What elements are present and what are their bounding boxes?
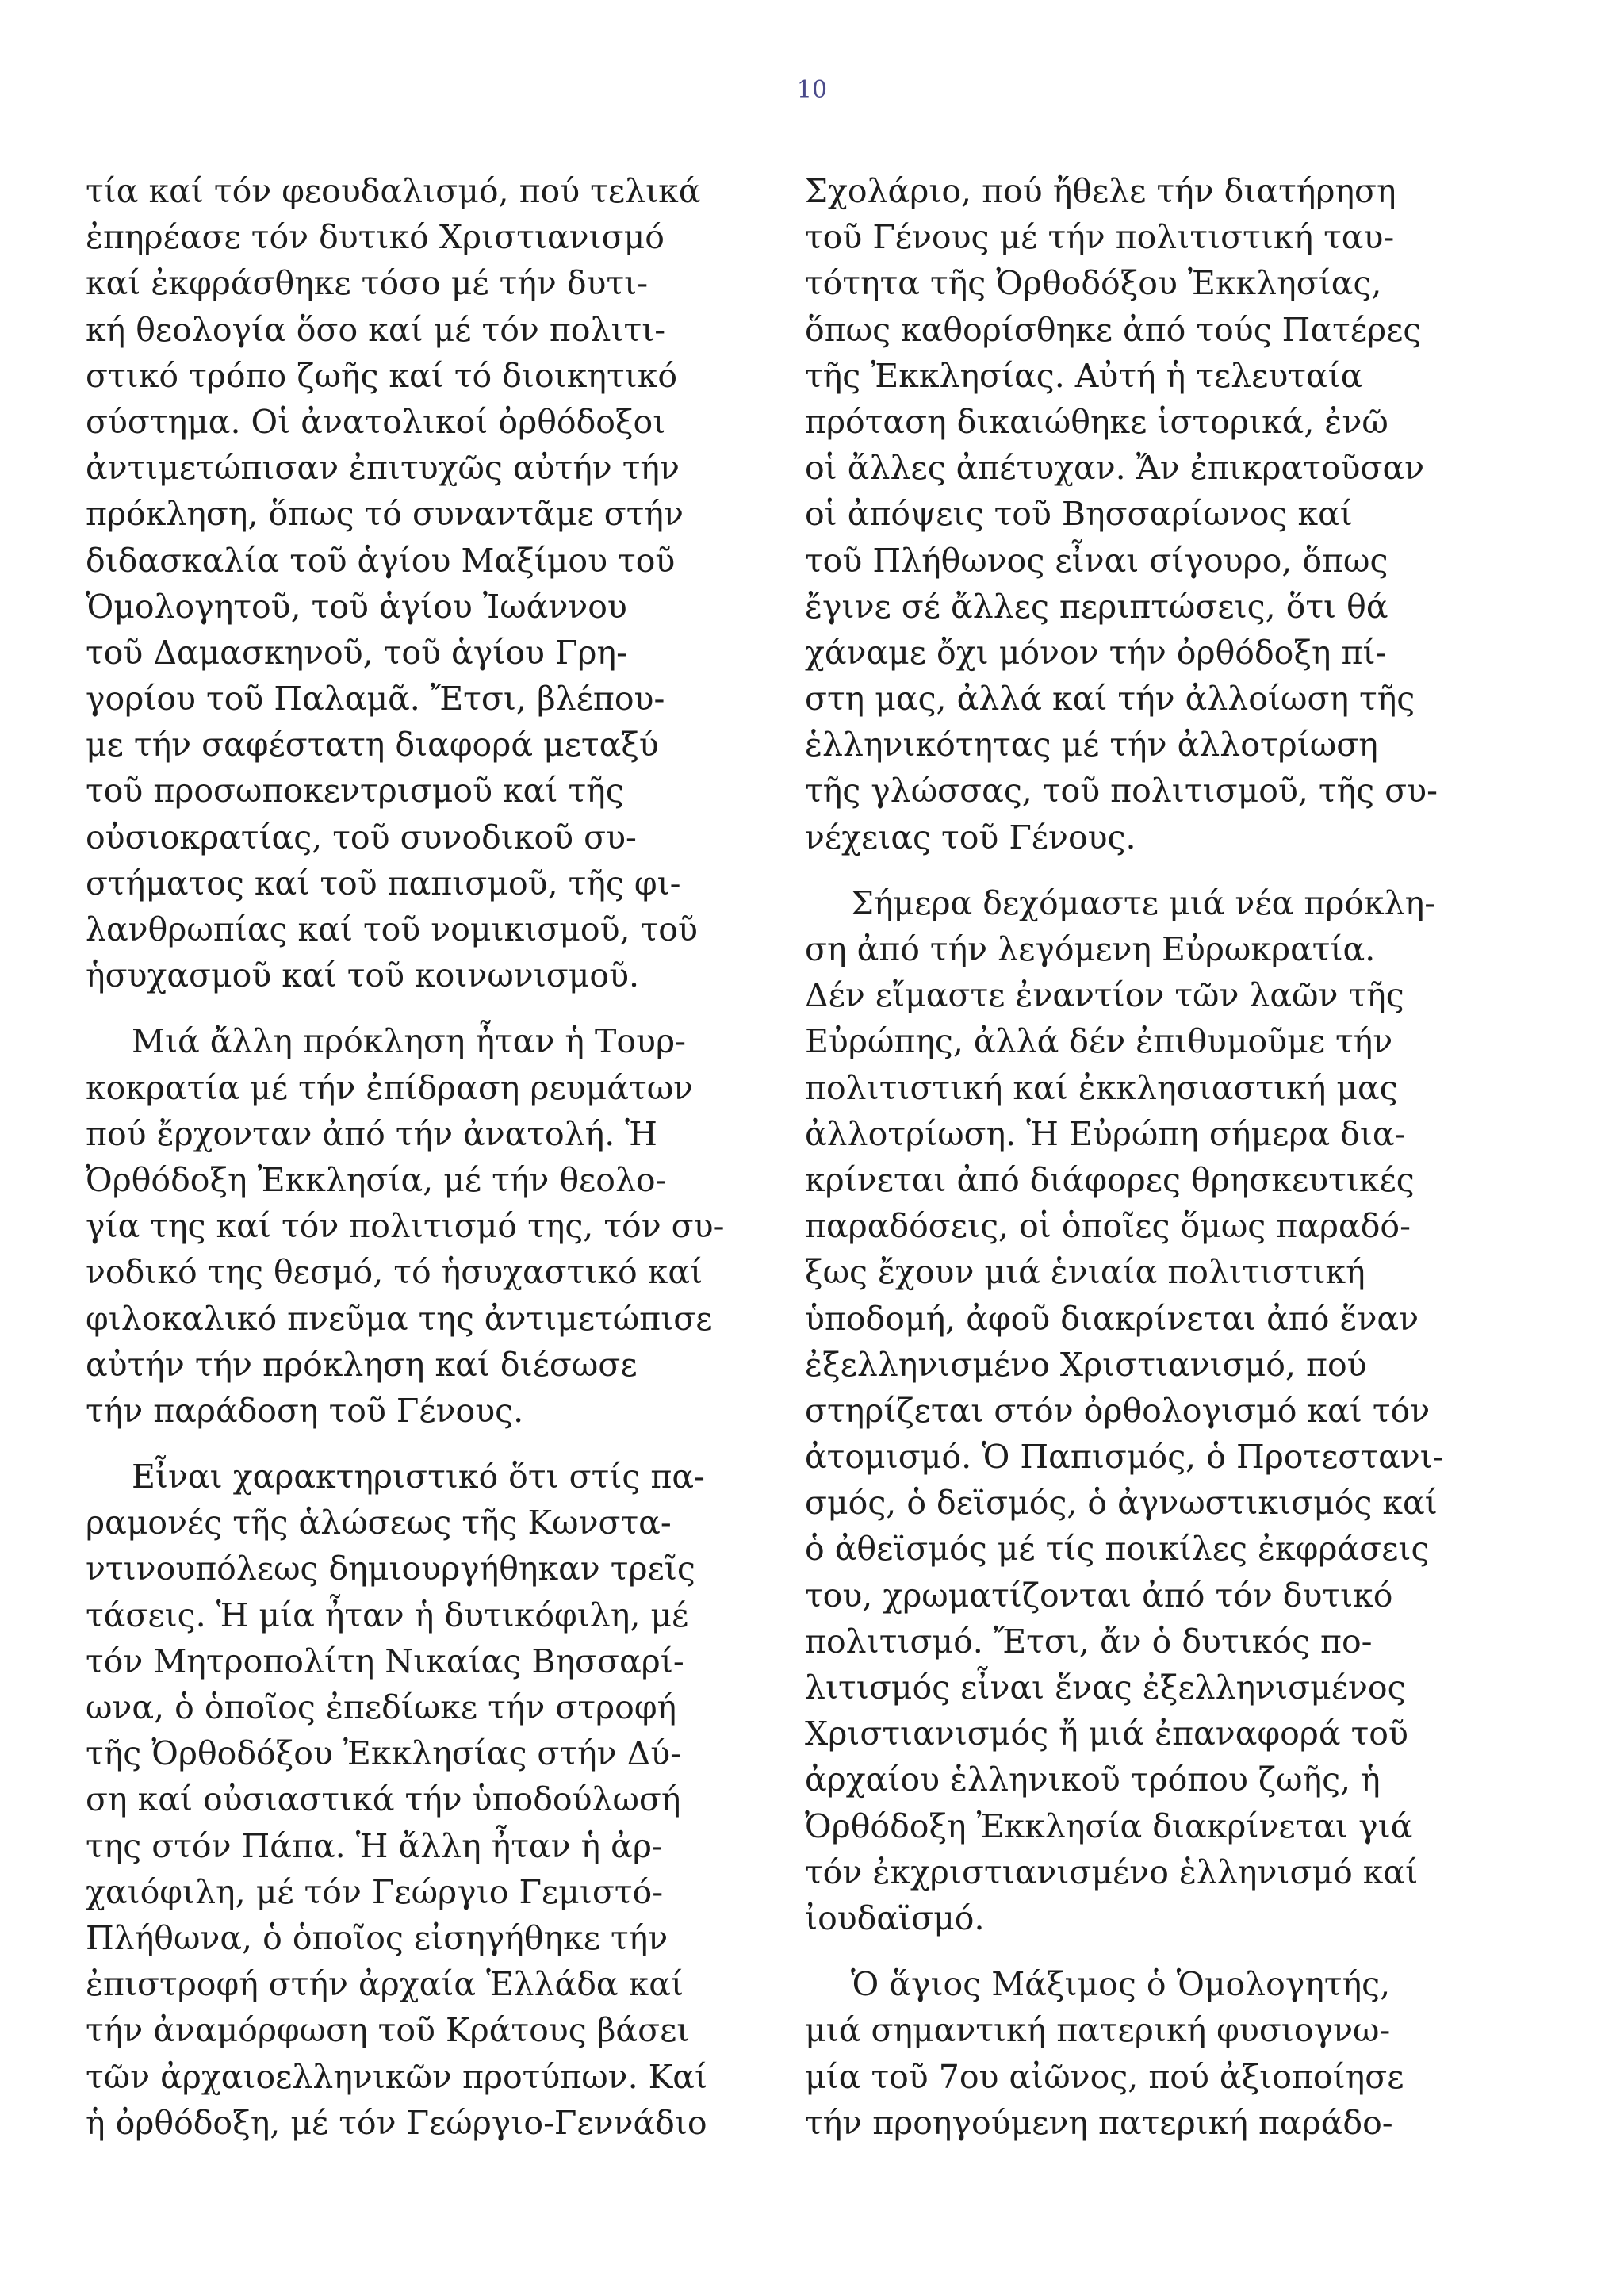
text-line: τῆς γλώσσας, τοῦ πολιτισμοῦ, τῆς συ- — [805, 772, 1438, 810]
text-line: καί ἐκφράσθηκε τόσο μέ τήν δυτι- — [86, 264, 649, 303]
text-line: φιλοκαλικό πνεῦμα της ἀντιμετώπισε — [86, 1299, 713, 1338]
text-line: Ὁ ἅγιος Μάξιμος ὁ Ὁμολογητής, — [851, 1965, 1391, 2004]
text-line: Πλήθωνα, ὁ ὁποῖος εἰσηγήθηκε τήν — [86, 1918, 668, 1957]
text-line: ση καί οὐσιαστικά τήν ὑποδούλωσή — [86, 1780, 681, 1819]
text-line: ἐπηρέασε τόν δυτικό Χριστιανισμό — [86, 218, 665, 257]
text-line: ἐπιστροφή στήν ἀρχαία Ἑλλάδα καί — [86, 1965, 684, 2004]
paragraph-gap — [805, 860, 1526, 880]
paragraph-gap — [805, 1941, 1526, 1961]
text-line: πρόταση δικαιώθηκε ἱστορικά, ἐνῶ — [805, 402, 1388, 441]
text-line: κρίνεται ἀπό διάφορες θρησκευτικές — [805, 1160, 1415, 1199]
text-line: τοῦ Πλήθωνος εἶναι σίγουρο, ὅπως — [805, 541, 1388, 580]
text-line: Σχολάριο, πού ἤθελε τήν διατήρηση — [805, 172, 1396, 210]
text-line: τάσεις. Ἡ μία ἦταν ἡ δυτικόφιλη, μέ — [86, 1596, 689, 1634]
text-line: στήματος καί τοῦ παπισμοῦ, τῆς φι- — [86, 864, 681, 902]
text-line: Χριστιανισμός ἤ μιά ἐπαναφορά τοῦ — [805, 1714, 1408, 1753]
text-line: τήν ἀναμόρφωση τοῦ Κράτους βάσει — [86, 2011, 690, 2050]
text-line: πού ἔρχονταν ἀπό τήν ἀνατολή. Ἡ — [86, 1114, 657, 1153]
text-line: ἐξελληνισμένο Χριστιανισμό, πού — [805, 1345, 1367, 1384]
text-line: στικό τρόπο ζωῆς καί τό διοικητικό — [86, 356, 678, 395]
text-line: ωνα, ὁ ὁποῖος ἐπεδίωκε τήν στροφή — [86, 1688, 677, 1726]
text-line: οὐσιοκρατίας, τοῦ συνοδικοῦ συ- — [86, 818, 637, 856]
text-line: ραμονές τῆς ἁλώσεως τῆς Κωνστα- — [86, 1504, 672, 1542]
text-line: μιά σημαντική πατερική φυσιογνω- — [805, 2011, 1391, 2050]
text-line: νέχειας τοῦ Γένους. — [805, 818, 1136, 856]
text-line: παραδόσεις, οἱ ὁποῖες ὅμως παραδό- — [805, 1207, 1411, 1246]
text-line: ἰουδαϊσμό. — [805, 1898, 985, 1937]
text-line: τοῦ Γένους μέ τήν πολιτιστική ταυ- — [805, 218, 1395, 257]
text-line: διδασκαλία τοῦ ἁγίου Μαξίμου τοῦ — [86, 541, 676, 580]
text-line: οἱ ἀπόψεις τοῦ Βησσαρίωνος καί — [805, 495, 1353, 534]
text-line: Σήμερα δεχόμαστε μιά νέα πρόκλη- — [851, 883, 1436, 922]
text-line: τήν προηγούμενη πατερική παράδο- — [805, 2103, 1393, 2142]
text-line: πολιτισμό. Ἔτσι, ἄν ὁ δυτικός πο- — [805, 1622, 1373, 1661]
text-line: ὑποδομή, ἀφοῦ διακρίνεται ἀπό ἕναν — [805, 1299, 1419, 1338]
text-line: με τήν σαφέστατη διαφορά μεταξύ — [86, 726, 659, 764]
right-column — [805, 168, 1526, 2146]
text-line: ξως ἔχουν μιά ἑνιαία πολιτιστική — [805, 1253, 1365, 1292]
text-line: τότητα τῆς Ὀρθοδόξου Ἐκκλησίας, — [805, 264, 1382, 303]
text-line: Ὀρθόδοξη Ἐκκλησία διακρίνεται γιά — [805, 1806, 1413, 1845]
text-line: πρόκληση, ὅπως τό συναντᾶμε στήν — [86, 495, 684, 534]
text-line: τῆς Ἐκκλησίας. Αὐτή ἡ τελευταία — [805, 356, 1363, 395]
text-line: ἀρχαίου ἑλληνικοῦ τρόπου ζωῆς, ἡ — [805, 1760, 1381, 1799]
text-line: τία καί τόν φεουδαλισμό, πού τελικά — [86, 172, 701, 210]
text-line: ὁ ἀθεϊσμός μέ τίς ποικίλες ἐκφράσεις — [805, 1530, 1430, 1569]
text-line: ση ἀπό τήν λεγόμενη Εὐρωκρατία. — [805, 930, 1376, 968]
text-line: λιτισμός εἶναι ἕνας ἐξελληνισμένος — [805, 1668, 1406, 1707]
text-line: Εἶναι χαρακτηριστικό ὅτι στίς πα- — [132, 1458, 705, 1496]
text-line: ἀτομισμό. Ὁ Παπισμός, ὁ Προτεστανι- — [805, 1438, 1444, 1477]
text-line: τῆς Ὀρθοδόξου Ἐκκλησίας στήν Δύ- — [86, 1734, 682, 1773]
text-line: τόν Μητροπολίτη Νικαίας Βησσαρί- — [86, 1642, 684, 1680]
text-line: τόν ἐκχριστιανισμένο ἑλληνισμό καί — [805, 1852, 1419, 1891]
text-line: σύστημα. Οἱ ἀνατολικοί ὀρθόδοξοι — [86, 402, 666, 441]
text-line: χαιόφιλη, μέ τόν Γεώργιο Γεμιστό- — [86, 1872, 664, 1911]
text-line: τῶν ἀρχαιοελληνικῶν προτύπων. Καί — [86, 2057, 708, 2096]
text-line: κοκρατία μέ τήν ἐπίδραση ρευμάτων — [86, 1068, 694, 1107]
text-line: ὅπως καθορίσθηκε ἀπό τούς Πατέρες — [805, 310, 1422, 349]
left-column — [86, 168, 807, 2146]
text-line: στη μας, ἀλλά καί τήν ἀλλοίωση τῆς — [805, 680, 1415, 718]
text-line: μία τοῦ 7ου αἰῶνος, πού ἀξιοποίησε — [805, 2057, 1404, 2096]
text-line: τοῦ Δαμασκηνοῦ, τοῦ ἁγίου Γρη- — [86, 633, 627, 672]
text-line: πολιτιστική καί ἐκκλησιαστική μας — [805, 1068, 1398, 1107]
text-line: Ὀρθόδοξη Ἐκκλησία, μέ τήν θεολο- — [86, 1160, 667, 1199]
text-line: τοῦ προσωποκεντρισμοῦ καί τῆς — [86, 772, 624, 810]
text-line: ἔγινε σέ ἄλλες περιπτώσεις, ὅτι θά — [805, 587, 1388, 626]
text-line: στηρίζεται στόν ὀρθολογισμό καί τόν — [805, 1391, 1431, 1430]
text-line: ἀντιμετώπισαν ἐπιτυχῶς αὐτήν τήν — [86, 449, 680, 488]
text-line: αὐτήν τήν πρόκληση καί διέσωσε — [86, 1345, 638, 1384]
text-line: της στόν Πάπα. Ἡ ἄλλη ἦταν ἡ ἀρ- — [86, 1826, 663, 1865]
text-line: σμός, ὁ δεϊσμός, ὁ ἀγνωστικισμός καί — [805, 1484, 1438, 1523]
text-line: Εὐρώπης, ἀλλά δέν ἐπιθυμοῦμε τήν — [805, 1022, 1393, 1061]
text-line: γορίου τοῦ Παλαμᾶ. Ἔτσι, βλέπου- — [86, 680, 665, 718]
text-line: οἱ ἄλλες ἀπέτυχαν. Ἄν ἐπικρατοῦσαν — [805, 449, 1425, 488]
paragraph-gap — [86, 998, 807, 1018]
text-line: του, χρωματίζονται ἀπό τόν δυτικό — [805, 1576, 1393, 1615]
text-line: Δέν εἴμαστε ἐναντίον τῶν λαῶν τῆς — [805, 976, 1404, 1015]
text-line: νοδικό της θεσμό, τό ἡσυχαστικό καί — [86, 1253, 703, 1292]
text-line: ἡ ὀρθόδοξη, μέ τόν Γεώργιο-Γεννάδιο — [86, 2103, 707, 2142]
text-line: χάναμε ὄχι μόνον τήν ὀρθόδοξη πί- — [805, 633, 1387, 672]
text-line: κή θεολογία ὅσο καί μέ τόν πολιτι- — [86, 310, 666, 349]
text-line: γία της καί τόν πολιτισμό της, τόν συ- — [86, 1207, 725, 1246]
paragraph-gap — [86, 1434, 807, 1454]
page-number: 10 — [796, 76, 828, 104]
text-line: τήν παράδοση τοῦ Γένους. — [86, 1391, 524, 1430]
text-line: ἀλλοτρίωση. Ἡ Εὐρώπη σήμερα δια- — [805, 1114, 1406, 1153]
text-line: ντινουπόλεως δημιουργήθηκαν τρεῖς — [86, 1550, 695, 1588]
text-line: Μιά ἄλλη πρόκληση ἦταν ἡ Τουρ- — [132, 1022, 686, 1061]
text-line: Ὁμολογητοῦ, τοῦ ἁγίου Ἰωάννου — [86, 587, 627, 626]
text-line: ἡσυχασμοῦ καί τοῦ κοινωνισμοῦ. — [86, 956, 640, 995]
text-line: λανθρωπίας καί τοῦ νομικισμοῦ, τοῦ — [86, 910, 698, 948]
text-line: ἑλληνικότητας μέ τήν ἀλλοτρίωση — [805, 726, 1378, 764]
